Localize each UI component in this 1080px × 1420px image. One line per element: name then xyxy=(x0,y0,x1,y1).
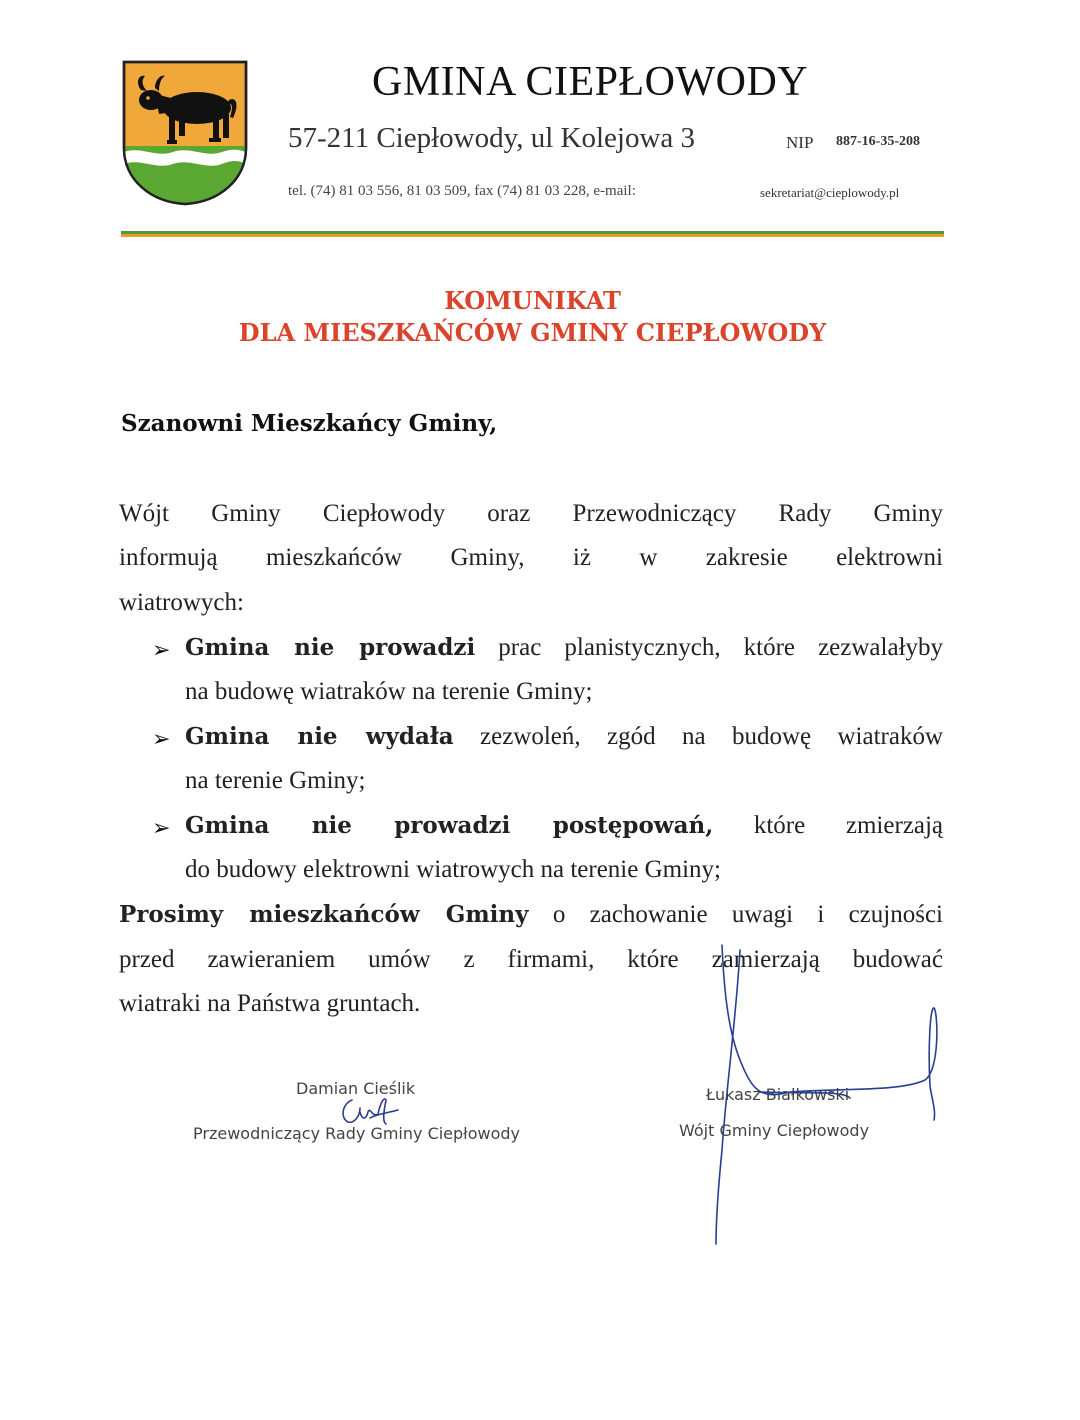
bullet-2-line-2: na terenie Gminy; xyxy=(185,767,366,794)
bullet-3-line-2: do budowy elektrowni wiatrowych na terenie Gminy; xyxy=(185,856,721,883)
bullet-1-bold: Gmina nie prowadzi xyxy=(185,634,476,661)
announcement-heading: KOMUNIKAT xyxy=(444,286,621,315)
closing-line-3: wiatraki na Państwa gruntach. xyxy=(119,990,421,1017)
chairman-name: Damian Cieślik xyxy=(296,1079,416,1098)
bullet-2-text: zezwoleń, zgód na budowę wiatraków xyxy=(480,723,944,750)
header-divider-orange xyxy=(121,234,944,237)
salutation: Szanowni Mieszkańcy Gminy, xyxy=(121,410,498,437)
bullet-1-line-2: na budowę wiatraków na terenie Gminy; xyxy=(185,678,593,705)
arrowhead-bullet-icon: ➢ xyxy=(152,815,171,840)
bullet-item-3 xyxy=(185,812,943,840)
announcement-subheading: DLA MIESZKAŃCÓW GMINY CIEPŁOWODY xyxy=(238,318,827,347)
municipality-title: GMINA CIEPŁOWODY xyxy=(372,59,809,105)
closing-bold: Prosimy mieszkańców Gminy xyxy=(119,901,529,928)
coat-of-arms-icon xyxy=(121,60,249,206)
bullet-1-text: prac planistycznych, które zezwalałyby xyxy=(498,634,944,661)
closing-line-2: przed zawieraniem umów z firmami, które zamierzają budować xyxy=(119,946,943,973)
bullet-item-1 xyxy=(185,634,943,662)
mayor-name: Łukasz Białkowski xyxy=(706,1085,850,1104)
nip-label: NIP xyxy=(786,133,814,152)
office-address: 57-211 Ciepłowody, ul Kolejowa 3 xyxy=(288,122,696,154)
bullet-2-bold: Gmina nie wydała xyxy=(185,723,454,750)
bullet-item-2 xyxy=(185,723,943,751)
nip-number: 887-16-35-208 xyxy=(836,134,920,149)
intro-line-3: wiatrowych: xyxy=(119,589,244,616)
closing-line-1 xyxy=(119,901,943,929)
arrowhead-bullet-icon: ➢ xyxy=(152,726,171,751)
arrowhead-bullet-icon: ➢ xyxy=(152,637,171,662)
bullet-3-text: które zmierzają xyxy=(753,812,944,839)
intro-line-1: Wójt Gminy Ciepłowody oraz Przewodniczący Rady Gminy xyxy=(119,500,943,527)
closing-text: o zachowanie uwagi i czujności xyxy=(552,901,943,928)
mayor-title: Wójt Gminy Ciepłowody xyxy=(679,1121,870,1140)
chairman-title: Przewodniczący Rady Gminy Ciepłowody xyxy=(193,1124,521,1143)
intro-line-2: informują mieszkańców Gminy, iż w zakresie elektrowni xyxy=(119,544,943,571)
bullet-3-bold: Gmina nie prowadzi postępowań, xyxy=(185,812,714,839)
contact-phones: tel. (74) 81 03 556, 81 03 509, fax (74) 81 03 228, e-mail: xyxy=(288,183,636,199)
contact-email: sekretariat@cieplowody.pl xyxy=(760,185,900,200)
